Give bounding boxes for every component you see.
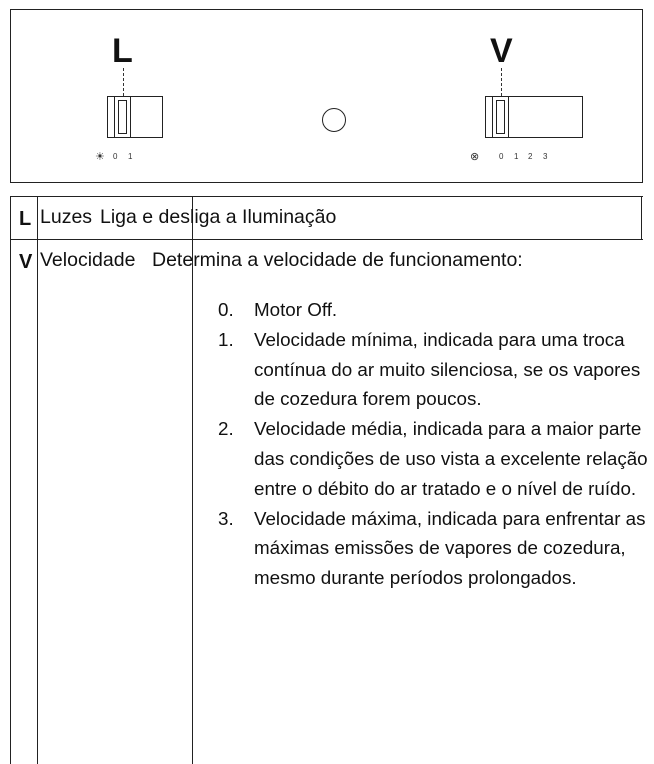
list-item [218, 414, 648, 503]
control-panel-diagram [10, 9, 643, 183]
table-row-divider [10, 239, 643, 240]
list-item-text: Velocidade máxima, indicada para enfrentar as máximas emissões de vapores de cozedura, mesmo durante períodos prolongados. [254, 507, 646, 589]
list-item-number: 3. [218, 507, 234, 529]
list-item-number: 2. [218, 418, 234, 440]
table-row-name: Luzes [40, 206, 93, 228]
fan-icon: ⊗ [470, 151, 480, 163]
sun-icon: ☀ [95, 151, 105, 163]
light-switch-scale [95, 152, 155, 164]
table-border-right [641, 196, 642, 239]
speed-switch-knob[interactable] [492, 96, 509, 138]
table-row-letter: L [19, 208, 32, 230]
speed-position-1: 1 [514, 152, 519, 161]
table-column-divider-1 [37, 196, 38, 764]
speed-position-2: 2 [528, 152, 533, 161]
list-item [218, 504, 648, 593]
lamp-indicator-icon [322, 108, 346, 132]
table-row-name: Velocidade [40, 249, 136, 271]
speed-control-letter: V [490, 32, 513, 70]
light-control-letter: L [112, 32, 133, 70]
speed-switch[interactable] [485, 96, 583, 138]
table-row-description: Determina a velocidade de funcionamento: [152, 249, 523, 271]
table-border-left [10, 196, 11, 764]
list-item-text: Velocidade mínima, indicada para uma troca contínua do ar muito silenciosa, se os vapores de cozedura forem poucos. [254, 328, 641, 410]
speed-position-0: 0 [499, 152, 504, 161]
list-item-number: 0. [218, 299, 234, 320]
light-position-1: 1 [128, 152, 133, 161]
light-switch-knob[interactable] [114, 96, 131, 138]
light-control-leader [123, 68, 124, 96]
list-item-text: Velocidade média, indicada para a maior parte das condições de uso vista a excelente relação entre o débito do ar tratado e o nível de ruído. [254, 418, 648, 499]
table-row-description: Liga e desliga a Iluminação [100, 206, 337, 228]
table-row-letter: V [19, 251, 33, 273]
list-item-text: Motor Off. [254, 299, 338, 320]
speed-switch-scale [470, 152, 590, 164]
speed-levels-list [218, 295, 648, 593]
table-column-divider-2 [192, 196, 193, 764]
speed-control-leader [501, 68, 502, 96]
speed-position-3: 3 [543, 152, 548, 161]
light-position-0: 0 [113, 152, 118, 161]
list-item-number: 1. [218, 328, 234, 350]
list-item [218, 325, 648, 414]
light-switch[interactable] [107, 96, 163, 138]
table-border-top [10, 196, 643, 197]
list-item [218, 295, 648, 325]
controls-description-table [10, 196, 648, 764]
